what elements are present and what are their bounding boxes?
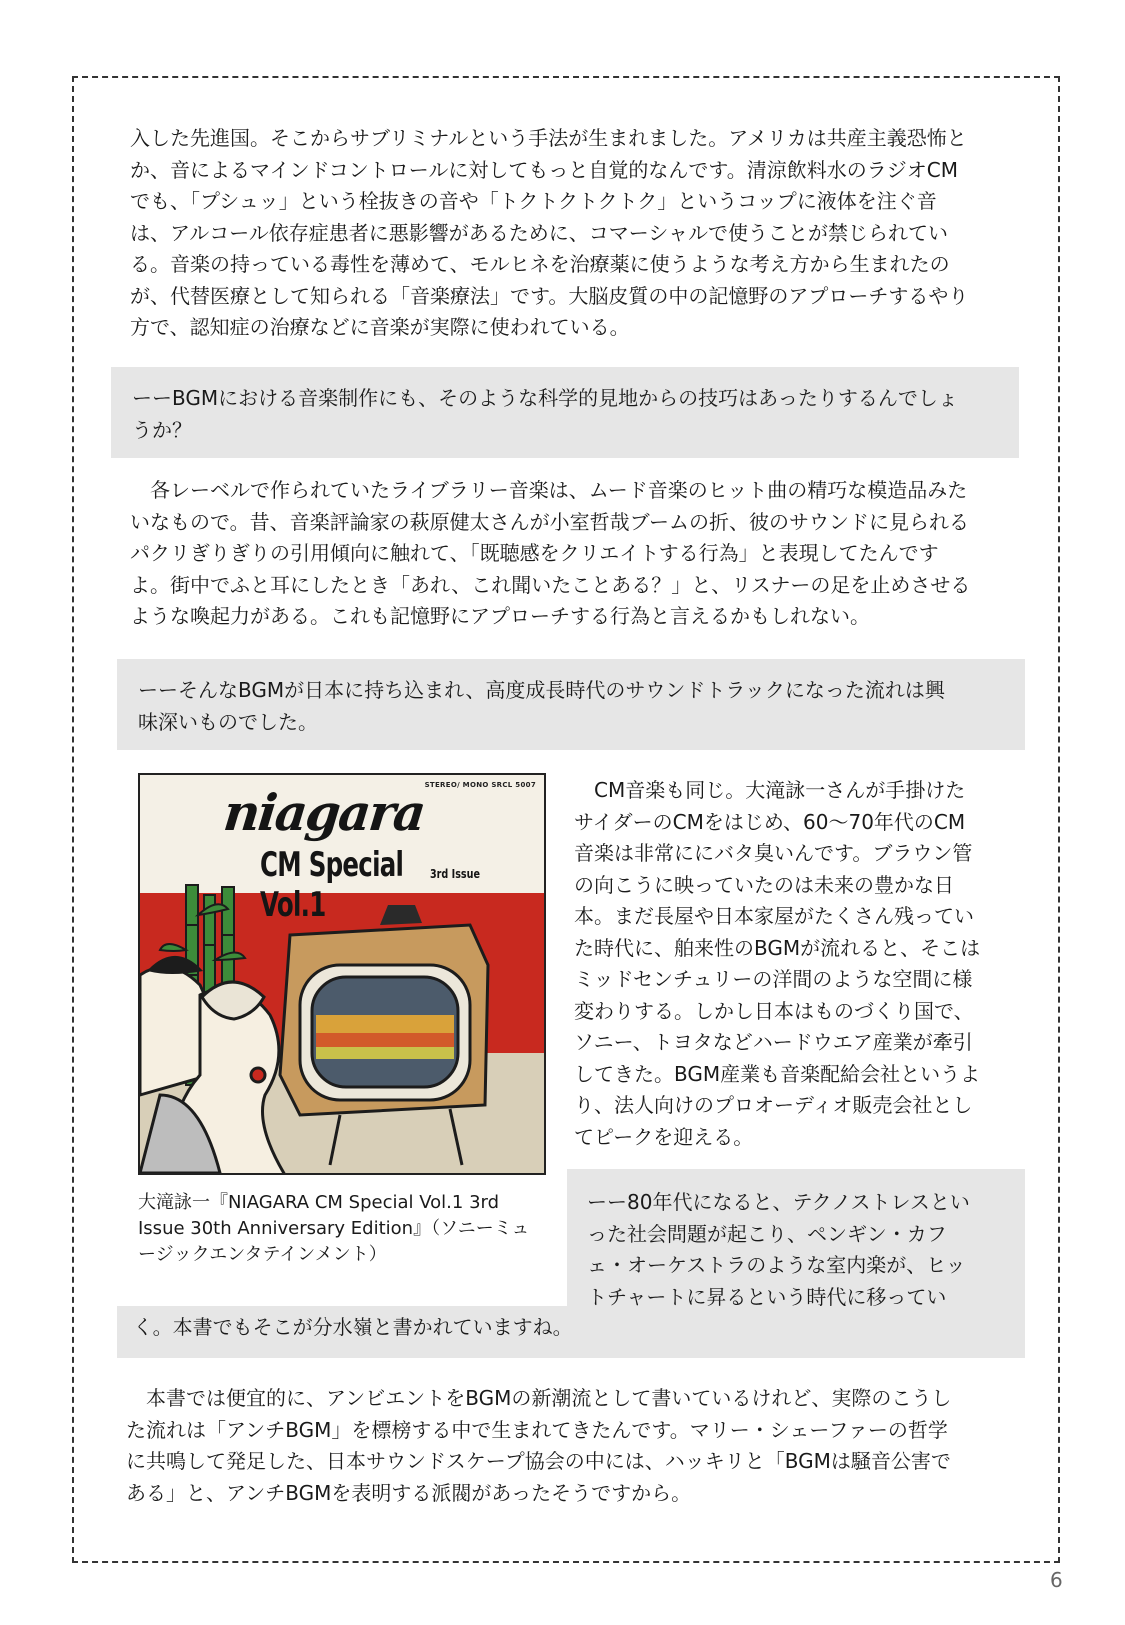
couple-illustration: [140, 958, 285, 1174]
question-3-lower: く。本書でもそこが分水嶺と書かれていますね。: [133, 1315, 573, 1339]
album-issue: 3rd Issue: [430, 867, 480, 881]
paragraph-2: 各レーベルで作られていたライブラリー音楽は、ムード音楽のヒット曲の精巧な模造品みた いなもので。昔、音楽評論家の萩原健太さんが小室哲哉ブームの折、彼のサウンドに見られる パクリぎりぎりの引用傾向に触れて、「既聴感をクリエイトする行為」と表現してたんです よ。街中でふと耳にしたとき「あれ、これ聞いたことある？」と、リスナーの足を止めさせる ような喚起力がある。これも記憶野にアプローチする行為と言えるかもしれない。: [130, 478, 971, 628]
paragraph-3: CM音楽も同じ。大滝詠一さんが手掛けた サイダーのCMをはじめ、60〜70年代のCM 音楽は非常ににバタ臭いんです。ブラウン管 の向こうに映っていたのは未来の豊かな日 本。まだ長屋や日本家屋がたくさん残ってい た時代に、舶来性のBGMが流れると、そこは ミッドセンチュリーの洋間のような空間に様 変わりする。しかし日本はものづくり国で、 ソニー、トヨタなどハードウエア産業が牽引 してきた。BGM産業も音楽配給会社というよ り、法人向けのプロオーディオ販売会社とし てピークを迎える。: [574, 778, 981, 1149]
question-1: ーーBGMにおける音楽制作にも、そのような科学的見地からの技巧はあったりするんでしょ うか？: [132, 386, 958, 442]
paragraph-1: 入した先進国。そこからサブリミナルという手法が生まれました。アメリカは共産主義恐怖と か、音によるマインドコントロールに対してもっと自覚的なんです。清涼飲料水のラジオCM でも、「プシュッ」という栓抜きの音や「トクトクトクトク」というコップに液体を注ぐ音 は、アルコール依存症患者に悪影響があるために、コマーシャルで使うことが禁じられてい る。音楽の持っている毒性を薄めて、モルヒネを治療薬に使うような考え方から生まれたの が、代替医療として知られる「音楽療法」です。大脳皮質の中の記憶野のアプローチするやり 方で、認知症の治療などに音楽が実際に使われている。: [130, 126, 969, 339]
question-3-upper: ーー80年代になると、テクノストレスとい った社会問題が起こり、ペンギン・カフ ェ・オーケストラのような室内楽が、ヒッ トチャートに昇るという時代に移ってい: [587, 1190, 970, 1309]
paragraph-4: 本書では便宜的に、アンビエントをBGMの新潮流として書いているけれど、実際のこうし た流れは「アンチBGM」を標榜する中で生まれてきたんです。マリー・シェーファーの哲学 に共鳴して発足した、日本サウンドスケープ協会の中には、ハッキリと「BGMは騒音公害で ある」と、アンチBGMを表明する派閥があったそうですから。: [126, 1386, 952, 1505]
question-2: ーーそんなBGMが日本に持ち込まれ、高度成長時代のサウンドトラックになった流れは興 味深いものでした。: [138, 678, 945, 734]
album-cover-image: [138, 773, 546, 1175]
album-title: CM Special Vol.1: [260, 845, 404, 925]
album-caption: 大滝詠一『NIAGARA CM Special Vol.1 3rd Issue 30th Anniversary Edition』（ソニーミュ ージックエンタテインメント）: [138, 1192, 530, 1265]
page-number: 6: [1050, 1568, 1063, 1592]
television-illustration: [280, 905, 488, 1165]
album-logo: niagara: [220, 783, 427, 842]
album-catalog-label: STEREO/ MONO SRCL 5007: [424, 781, 536, 789]
